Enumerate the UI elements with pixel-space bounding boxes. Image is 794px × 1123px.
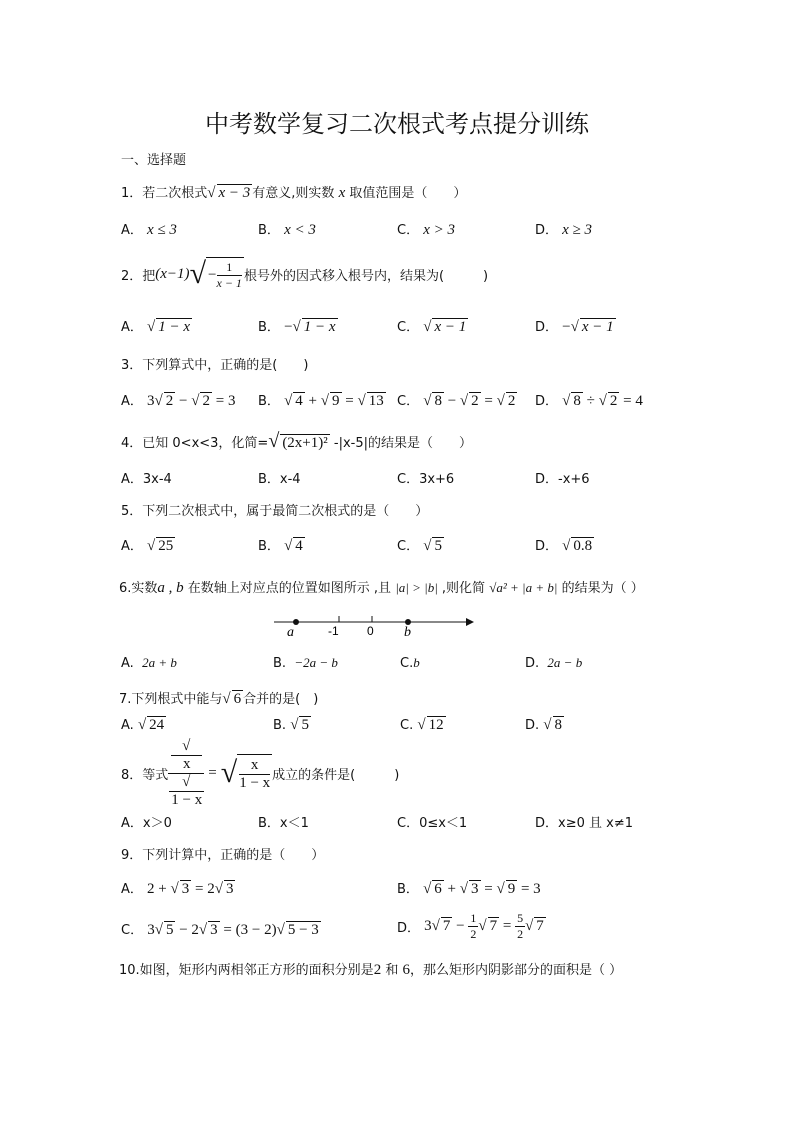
label-zero: 0 [367, 624, 374, 638]
question-3: 3．下列算式中，正确的是( ) [121, 358, 309, 373]
q4-option-d[interactable]: D．-x+6 [535, 472, 590, 487]
q8-option-a[interactable]: A．x＞0 [121, 816, 172, 831]
q8-option-c[interactable]: C．0≤x＜1 [397, 816, 468, 831]
q5-option-d[interactable]: D． √ 0.8 [535, 538, 593, 554]
question-5: 5．下列二次根式中，属于最简二次根式的是（ ） [121, 504, 429, 519]
question-9: 9．下列计算中，正确的是（ ） [121, 848, 325, 863]
question-6: 6.实数a , b 在数轴上对应点的位置如图所示 ,且 |a| > |b| ,则化简 √a² + |a + b| 的结果为（ ） [119, 580, 644, 596]
q1-option-a[interactable]: A． x ≤ 3 [121, 222, 177, 238]
q3-option-c[interactable]: C． √ 8 − √ 2 = √ 2 [397, 393, 516, 409]
q3-option-d[interactable]: D． √ 8 ÷ √ 2 = 4 [535, 393, 643, 409]
q9-option-b[interactable]: B． √ 6 + √ 3 = √ 9 = 3 [397, 881, 541, 897]
question-8: 8．等式 √ x √ 1 − x = √ $\frac{x}{1 - x}$ 成立的条件是( ) [121, 737, 400, 808]
q5-option-a[interactable]: A． √ 25 [121, 538, 174, 554]
q2-option-d[interactable]: D． −√ x − 1 [535, 319, 614, 335]
q6-option-c[interactable]: C.b [400, 655, 420, 671]
q4-option-b[interactable]: B．x-4 [258, 472, 301, 487]
q6-option-a[interactable]: A. 2a + b [121, 655, 177, 671]
q9-option-c[interactable]: C． 3√ 5 − 2√ 3 = (3 − 2)√ 5 − 3 [121, 922, 319, 938]
q9-option-d[interactable]: D． 3√ 7 − $\frac{1}{2}$ √ 7 = $\frac{5}{2}$ √ 7 [397, 910, 544, 941]
radicand: x − 3 [218, 185, 251, 201]
q2-option-c[interactable]: C． √ x − 1 [397, 319, 467, 335]
question-10: 10.如图，矩形内两相邻正方形的面积分别是2 和 6，那么矩形内阴影部分的面积是（ ） [119, 962, 623, 978]
number-line [270, 610, 480, 640]
q8-option-d[interactable]: D．x≥0 且 x≠1 [535, 816, 633, 831]
label-a: a [287, 625, 294, 640]
question-7: 7.下列根式中能与√ 6 合并的是( ) [119, 691, 319, 707]
q3-option-a[interactable]: A． 3√ 2 − √ 2 = 3 [121, 393, 236, 409]
question-2: 2．把 (x−1) √ − $\frac{1}{x - 1}$ 根号外的因式移入根号内，结果为( ) [121, 257, 489, 290]
label-minus-1: -1 [328, 624, 339, 638]
q8-option-b[interactable]: B．x＜1 [258, 816, 309, 831]
q2-option-a[interactable]: A． √ 1 − x [121, 319, 191, 335]
q7-option-c[interactable]: C. √ 12 [400, 717, 444, 733]
question-1: 1．若二次根式√ x − 3 有意义,则实数 x 取值范围是（ ） [121, 185, 467, 201]
q2-option-b[interactable]: B． −√ 1 − x [258, 319, 336, 335]
page-title: 中考数学复习二次根式考点提分训练 [205, 110, 589, 138]
q5-option-b[interactable]: B． √ 4 [258, 538, 303, 554]
q3-option-b[interactable]: B． √ 4 + √ 9 = √ 13 [258, 393, 384, 409]
q6-option-b[interactable]: B. −2a − b [273, 655, 338, 671]
q1-option-b[interactable]: B． x < 3 [258, 222, 316, 238]
q1-option-d[interactable]: D． x ≥ 3 [535, 222, 593, 238]
label-b: b [404, 625, 411, 640]
q1-option-c[interactable]: C． x > 3 [397, 222, 455, 238]
axis-arrow [466, 618, 474, 626]
q6-option-d[interactable]: D. 2a − b [525, 655, 583, 671]
q7-option-a[interactable]: A. √ 24 [121, 717, 165, 733]
section-heading: 一、选择题 [121, 153, 187, 168]
q7-option-d[interactable]: D. √ 8 [525, 717, 563, 733]
q9-option-a[interactable]: A． 2 + √ 3 = 2√ 3 [121, 881, 234, 897]
q7-option-b[interactable]: B. √ 5 [273, 717, 309, 733]
q4-option-a[interactable]: A．3x-4 [121, 472, 172, 487]
q5-option-c[interactable]: C． √ 5 [397, 538, 442, 554]
q4-option-c[interactable]: C．3x+6 [397, 472, 455, 487]
question-4: 4．已知 0<x<3，化简=√ (2x+1)² -|x-5|的结果是（ ） [121, 430, 473, 452]
